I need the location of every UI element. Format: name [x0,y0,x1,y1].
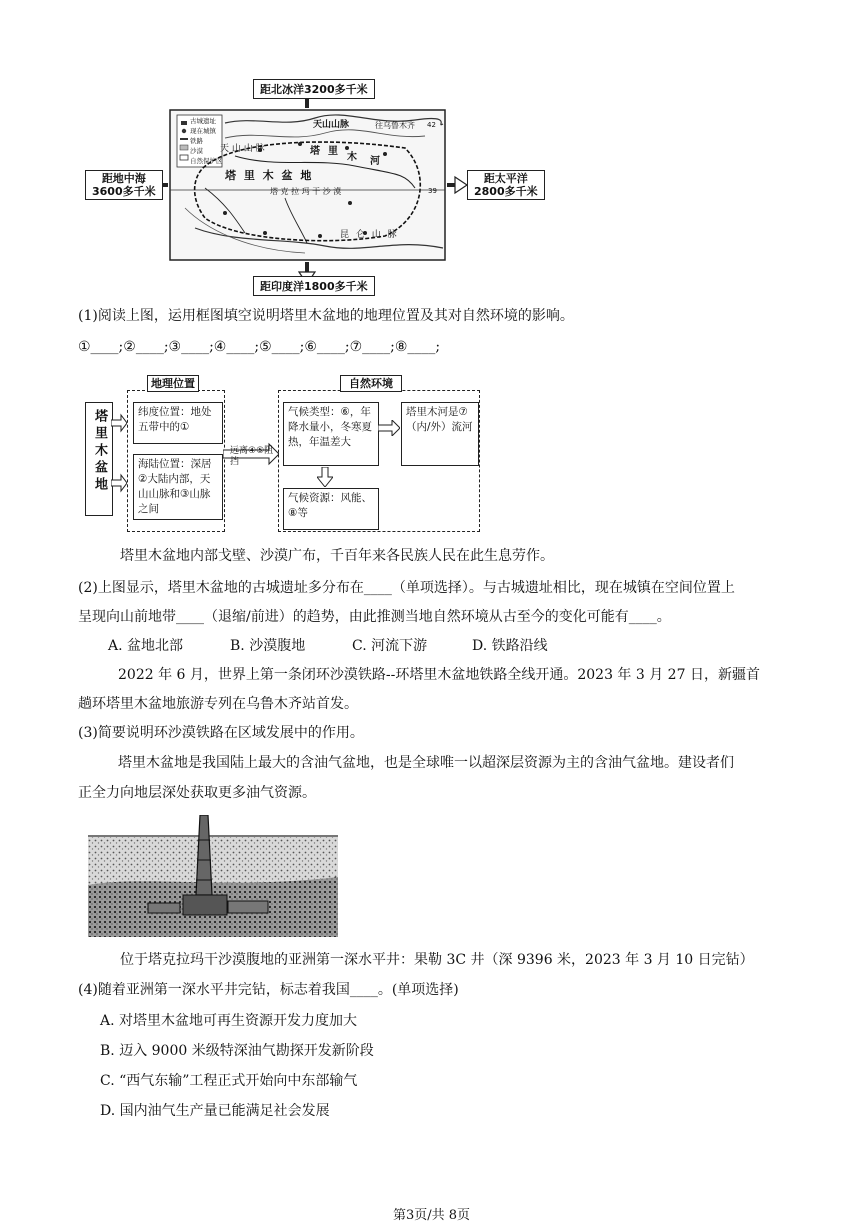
map-legend [190,116,223,166]
question-1-blanks: ①____;②____;③____;④____;⑤____;⑥____;⑦____;⑧____; [78,339,441,355]
q4-option-a: A. 对塔里木盆地可再生资源开发力度加大 [100,1013,358,1029]
drilling-rig-photo [88,815,338,937]
q2-option-d: D. 铁路沿线 [472,638,548,654]
label-urumqi: 往乌鲁木齐 [375,121,415,130]
q2-option-a: A. 盆地北部 [108,638,184,654]
q4-option-c: C. “西气东输”工程正式开始向中东部输气 [100,1073,358,1089]
q4-option-d: D. 国内油气生产量已能满足社会发展 [100,1103,330,1119]
callout-indian-ocean: 距印度洋1800多千米 [253,276,375,296]
callout-mediterranean [85,170,163,200]
legend-item: 铁路 [190,137,203,145]
flow-basin-label: 塔里木盆地 [92,409,107,494]
flow-arrow-climate-river [378,420,400,436]
question-2-line1: (2)上图显示，塔里木盆地的古城遗址多分布在____（单项选择）。与古城遗址相比，现在城镇在空间位置上 [78,580,735,596]
question-4: (4)随着亚洲第一深水平井完钻，标志着我国____。(单项选择) [78,982,459,998]
paragraph-railway-line2: 趟环塔里木盆地旅游专列在乌鲁木齐站首发。 [78,696,358,712]
label-taklimakan: 塔 克 拉 玛 干 沙 漠 [270,187,342,196]
flow-arrow-down [317,467,333,487]
q2-option-b: B. 沙漠腹地 [230,638,306,654]
paragraph-oil-line1: 塔里木盆地是我国陆上最大的含油气盆地，也是全球唯一以超深层资源为主的含油气盆地。建设者们 [118,755,734,771]
legend-item: 自然保护区 [190,157,223,165]
label-lat-42: 42 [427,121,436,129]
flow-arrows-left [111,412,127,502]
paragraph-railway-line1: 2022 年 6 月，世界上第一条闭环沙漠铁路--环塔里木盆地铁路全线开通。2023 年 3 月 27 日，新疆首 [118,667,760,683]
callout-arctic: 距北冰洋3200多千米 [253,79,375,99]
paragraph-oil-line2: 正全力向地层深处获取更多油气资源。 [78,785,316,801]
flow-climate-box: 气候类型：⑥，年降水量小，冬寒夏热，年温差大 [283,402,379,466]
legend-item: 沙漠 [190,147,203,155]
label-kunlun: 昆 仑 山 脉 [340,230,399,240]
question-1: (1)阅读上图，运用框图填空说明塔里木盆地的地理位置及其对自然环境的影响。 [78,308,574,324]
flow-nature-title: 自然环境 [340,375,402,392]
label-river-1: 塔 [310,146,320,157]
flow-latitude-box: 纬度位置：地处五带中的① [133,402,223,444]
question-2-line2: 呈现向山前地带____（退缩/前进）的趋势，由此推测当地自然环境从古至今的变化可能有____。 [78,609,671,625]
photo-caption: 位于塔克拉玛干沙漠腹地的亚洲第一深水平井：果勒 3C 井（深 9396 米，2023 年 3 月 10 日完钻） [120,952,754,968]
photo-drawing [88,815,338,937]
geo-flowchart [85,372,480,532]
flow-sea-box: 海陆位置：深居②大陆内部，天山山脉和③山脉之间 [133,454,223,520]
q4-option-b: B. 迈入 9000 米级特深油气勘探开发新阶段 [100,1043,374,1059]
callout-pacific-line1: 距太平洋 [483,172,528,185]
page-number: 第3页/共 8页 [393,1208,471,1223]
label-lat-39: 39 [428,187,437,195]
label-river-2: 里 [328,146,338,157]
flow-river-box: 塔里木河是⑦（内/外）流河 [401,402,479,466]
flow-resource-box: 气候资源：风能、⑧等 [283,488,379,530]
label-river-3: 木 [347,152,357,163]
label-basin: 塔 里 木 盆 地 [225,169,314,182]
label-tianshan-right: 天山山脉 [313,120,350,130]
label-river-4: 河 [370,156,380,167]
callout-pacific [467,170,545,200]
callout-pacific-line2: 2800多千米 [474,185,538,198]
paragraph-desert: 塔里木盆地内部戈壁、沙漠广布，千百年来各民族人民在此生息劳作。 [120,548,554,564]
flow-geo-title: 地理位置 [147,375,199,392]
flow-arrow-text: 远离④⑤阻挡 [230,446,274,467]
question-3: (3)简要说明环沙漠铁路在区域发展中的作用。 [78,725,364,741]
tarim-basin-map [85,78,538,293]
q2-option-c: C. 河流下游 [352,638,428,654]
legend-item: 现在城镇 [190,127,216,135]
callout-mediterranean-line2: 3600多千米 [92,185,156,198]
label-tianshan-left: 天 山 山 脉 [220,144,265,154]
legend-item: 古城遗址 [190,117,216,125]
callout-mediterranean-line1: 距地中海 [101,172,146,185]
flow-basin-box [85,402,113,516]
